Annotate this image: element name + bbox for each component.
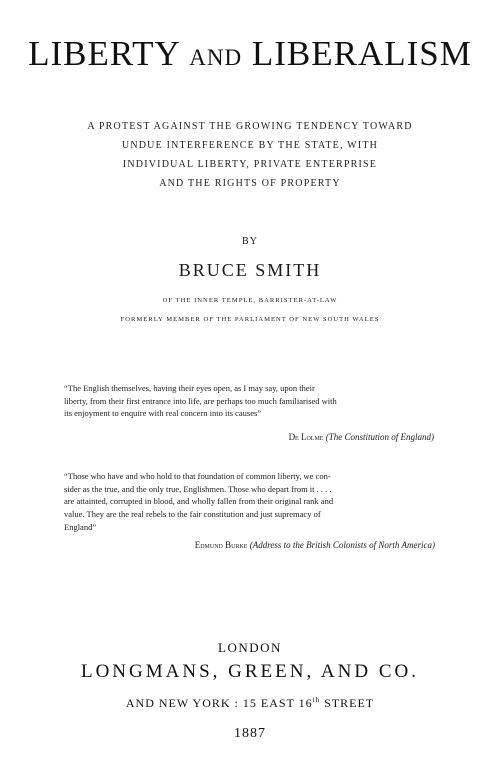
imprint-city: LONDON	[218, 640, 282, 655]
quote-line: sider as the true, and the only true, Englishmen. Those who depart from it . . . .	[64, 483, 332, 494]
attribution-name: De Lolme	[288, 432, 324, 442]
quote-attribution-2	[195, 540, 435, 550]
subtitle-line-2: UNDUE INTERFERENCE BY THE STATE, WITH	[121, 140, 379, 151]
address-superscript: th	[312, 696, 321, 704]
attribution-name: Edmund Burke	[194, 540, 248, 550]
quote-line: “Those who have and who hold to that foundation of common liberty, we con-	[64, 471, 331, 481]
attribution-work: (The Constitution of England)	[325, 432, 434, 442]
address-main: AND NEW YORK : 15 EAST 16	[125, 696, 313, 710]
title-word-liberty: LIBERTY	[28, 34, 180, 73]
epigraph-quote-1	[64, 382, 438, 420]
subtitle-line-1: A PROTEST AGAINST THE GROWING TENDENCY TOWARD	[87, 121, 413, 132]
title-connector: AND	[189, 45, 243, 70]
quote-line: value. They are the real rebels to the fair constitution and just supremacy of	[64, 509, 321, 520]
quote-line: England”	[64, 521, 97, 532]
imprint-year: 1887	[234, 726, 266, 741]
by-label: BY	[242, 236, 258, 247]
imprint-address	[0, 696, 500, 711]
quote-line: liberty, from their first entrance into life, are perhaps too much familiarised with	[64, 395, 337, 406]
subtitle-line-3: INDIVIDUAL LIBERTY, PRIVATE ENTERPRISE	[122, 159, 378, 170]
quote-line: are attainted, corrupted in blood, and wholly fallen from their original rank and	[64, 496, 334, 507]
subtitle-line-4: AND THE RIGHTS OF PROPERTY	[159, 178, 341, 189]
attribution-work: (Address to the British Colonists of North America)	[249, 540, 435, 550]
title-word-liberalism: LIBERALISM	[251, 34, 472, 73]
book-title	[0, 34, 500, 74]
author-name: BRUCE SMITH	[178, 260, 322, 280]
affiliation-line-1: OF THE INNER TEMPLE, BARRISTER-AT-LAW	[162, 297, 338, 304]
affiliation-line-2: FORMERLY MEMBER OF THE PARLIAMENT OF NEW SOUTH WALES	[120, 316, 380, 323]
epigraph-quote-2	[64, 470, 438, 534]
quote-line: its enjoyment to enquire with real concern into its causes”	[64, 408, 262, 419]
imprint-publisher: LONGMANS, GREEN, AND CO.	[80, 661, 419, 682]
quote-attribution-1	[289, 432, 434, 442]
quote-line: “The English themselves, having their eyes open, as I may say, upon their	[64, 383, 315, 393]
address-street: STREET	[320, 696, 375, 710]
